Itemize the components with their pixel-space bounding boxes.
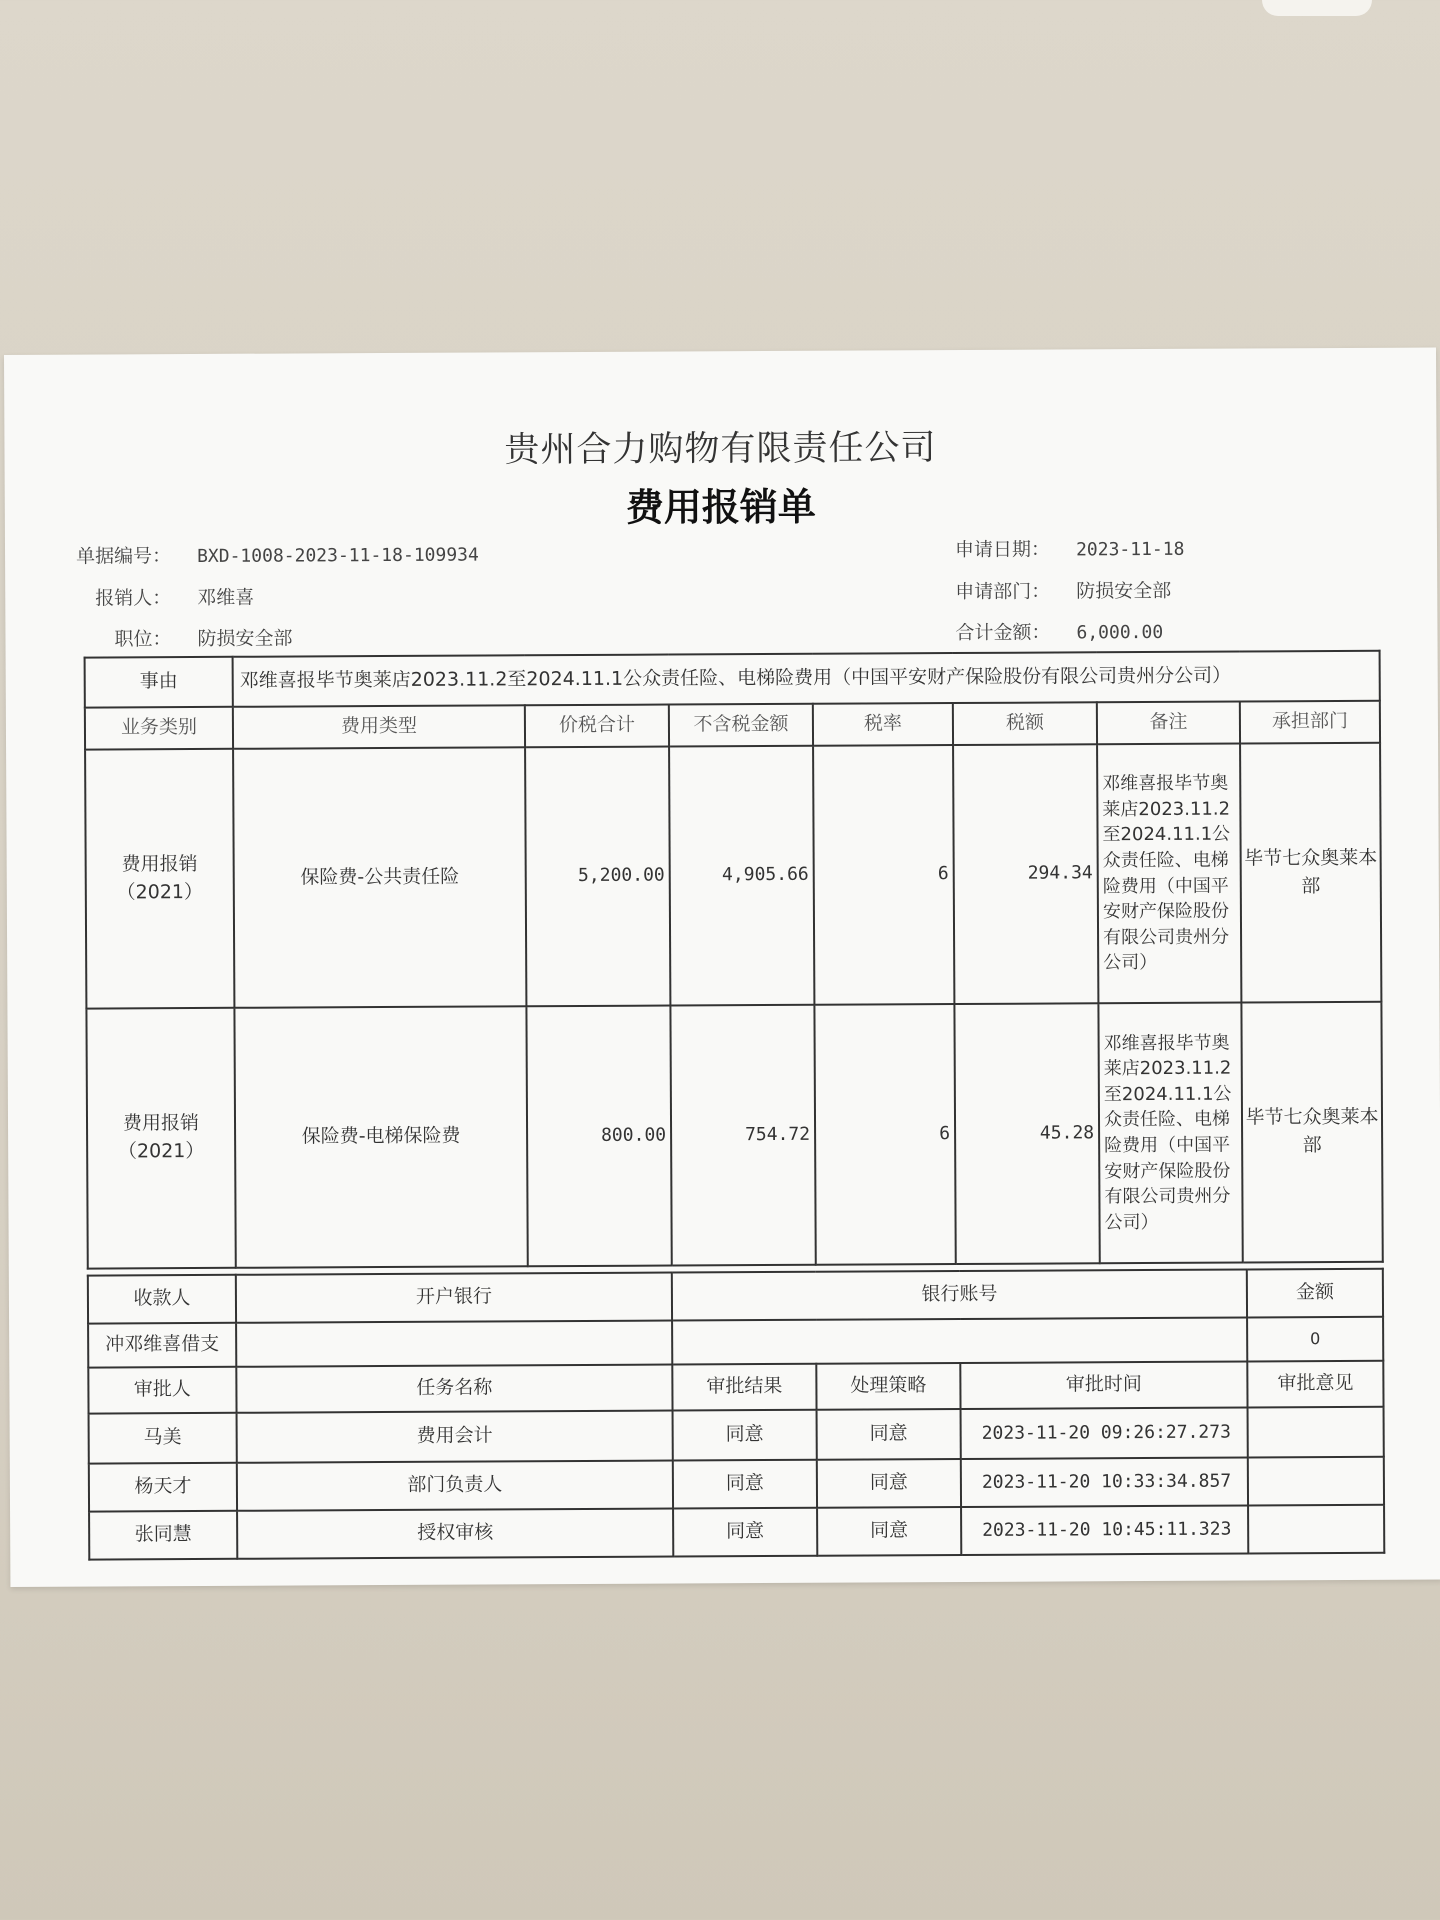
payment-header-row [88,1269,1383,1324]
approval-result: 同意 [673,1410,817,1461]
approval-table [87,1268,1386,1561]
header-category: 业务类别 [85,707,233,750]
approval-opinion [1248,1505,1384,1554]
header-note: 备注 [1097,702,1240,745]
applicant-row [61,583,254,611]
date-row [940,534,1185,562]
dept-row [940,576,1171,604]
approval-strategy: 同意 [817,1507,961,1556]
offset-row [88,1317,1383,1368]
table-row [86,1002,1382,1269]
date-label: 申请日期： [954,538,1051,562]
item-dept: 毕节七众奥莱本部 [1241,1002,1382,1263]
position-label: 职位： [114,628,172,651]
offset-account [672,1318,1247,1365]
item-dept: 毕节七众奥莱本部 [1240,743,1381,1003]
task-name: 费用会计 [237,1411,673,1463]
approval-time: 2023-11-20 09:26:27.273 [961,1408,1248,1460]
form-title: 费用报销单 [625,484,816,530]
header-tax-amount: 税额 [953,702,1097,745]
item-note: 邓维喜报毕节奥莱店2023.11.2至2024.11.1公众责任险、电梯险费用（中国平安财产保险股份有限公司贵州分公司） [1097,744,1241,1004]
item-category: 费用报销（2021） [86,1008,235,1269]
object-at-top-edge [1262,0,1372,16]
table-row [89,1407,1384,1464]
table-row [85,743,1381,1009]
header-bearing-dept: 承担部门 [1240,701,1380,744]
approver-name: 杨天才 [89,1463,237,1512]
items-table [84,650,1384,1270]
dept-label: 申请部门： [955,580,1051,604]
reason-label: 事由 [85,657,233,708]
approval-time: 2023-11-20 10:33:34.857 [961,1458,1248,1508]
task-name: 授权审核 [237,1509,673,1559]
header-expense-type: 费用类型 [233,705,525,749]
header-total: 价税合计 [525,705,669,748]
item-rate: 6 [814,1004,955,1265]
doc-number-label: 单据编号： [75,545,172,568]
table-row [89,1505,1384,1560]
account-label: 银行账号 [672,1270,1247,1321]
header-task: 任务名称 [236,1365,672,1413]
doc-number-row [61,540,479,569]
approval-opinion [1248,1457,1384,1506]
header-approver: 审批人 [88,1367,236,1414]
item-rate: 6 [813,745,954,1005]
header-opinion: 审批意见 [1247,1361,1383,1408]
header-time: 审批时间 [960,1362,1247,1410]
doc-number: BXD-1008-2023-11-18-109934 [197,544,479,567]
item-tax: 294.34 [953,744,1098,1004]
position-value: 防损安全部 [197,627,293,650]
header-net-amount: 不含税金额 [669,704,813,747]
header-tax-rate: 税率 [813,703,953,746]
table-row [89,1457,1384,1512]
position-row [61,623,292,651]
approver-name: 马美 [89,1413,237,1464]
approval-time: 2023-11-20 10:45:11.323 [961,1506,1248,1556]
amount-label: 金额 [1247,1269,1383,1318]
approver-name: 张同慧 [89,1511,237,1560]
company-name: 贵州合力购物有限责任公司 [504,428,937,471]
item-type: 保险费-电梯保险费 [234,1006,527,1268]
applicant-label: 报销人： [95,587,172,610]
payee-label: 收款人 [88,1275,236,1324]
item-net: 4,905.66 [669,746,814,1006]
header-strategy: 处理策略 [816,1363,960,1410]
total-label: 合计金额： [955,621,1051,645]
approval-result: 同意 [673,1508,817,1557]
item-tax: 45.28 [954,1003,1099,1264]
item-category: 费用报销（2021） [85,749,234,1009]
reason-row [85,651,1380,708]
apply-date: 2023-11-18 [1075,538,1185,561]
task-name: 部门负责人 [237,1461,673,1511]
expense-reimbursement-form [4,348,1440,1587]
item-type: 保险费-公共责任险 [233,747,526,1008]
approval-header-row [88,1361,1383,1414]
approval-strategy: 同意 [817,1409,961,1460]
item-note: 邓维喜报毕节奥莱店2023.11.2至2024.11.1公众责任险、电梯险费用（中国平安财产保险股份有限公司贵州分公司） [1098,1003,1242,1264]
approval-opinion [1248,1407,1384,1458]
reason-text: 邓维喜报毕节奥莱店2023.11.2至2024.11.1公众责任险、电梯险费用（中国平安财产保险股份有限公司贵州分公司） [233,651,1380,707]
total-amount: 6,000.00 [1076,621,1164,644]
approval-result: 同意 [673,1460,817,1509]
item-net: 754.72 [670,1005,815,1266]
offset-amount: 0 [1247,1317,1383,1362]
applicant-name: 邓维喜 [197,586,255,609]
header-result: 审批结果 [672,1364,816,1411]
offset-label: 冲邓维喜借支 [88,1323,236,1368]
apply-dept: 防损安全部 [1076,579,1172,603]
total-row [940,617,1163,645]
bank-label: 开户银行 [236,1273,672,1323]
offset-bank [236,1321,672,1367]
approval-strategy: 同意 [817,1459,961,1508]
item-total: 5,200.00 [525,747,670,1007]
item-total: 800.00 [526,1006,671,1267]
items-header-row [85,701,1380,750]
